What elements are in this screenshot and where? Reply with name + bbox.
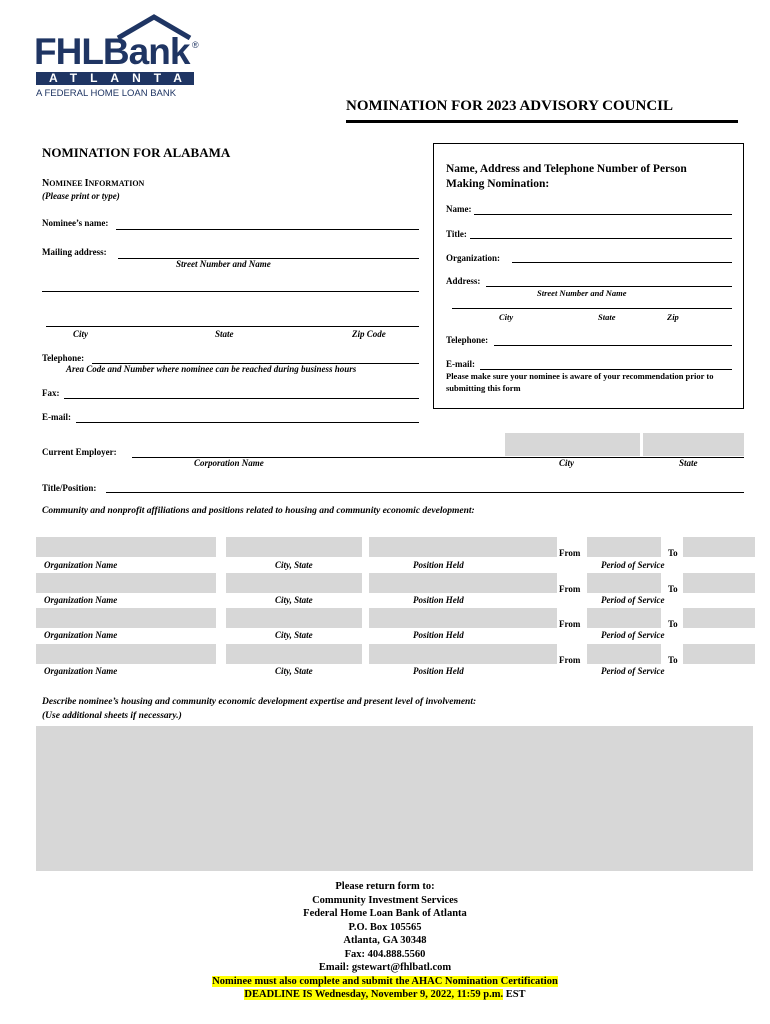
city-caption: City, State (275, 595, 313, 605)
employer-state-caption: State (679, 458, 698, 468)
return-line: Fax: 404.888.5560 (344, 948, 426, 960)
doc-title: NOMINATION FOR 2023 ADVISORY COUNCIL (346, 98, 673, 114)
employer-label: Current Employer: (42, 447, 117, 457)
mailing-citystatezip-field[interactable] (46, 326, 419, 327)
city-caption: City, State (275, 630, 313, 640)
position-input[interactable] (369, 573, 557, 593)
title-position-field[interactable] (106, 492, 744, 493)
mailing-line2-field[interactable] (42, 291, 419, 292)
title-position-label: Title/Position: (42, 483, 97, 493)
nominee-heading: NOMINEE INFORMATION (42, 178, 145, 189)
city-state-input[interactable] (226, 573, 362, 593)
org-name-input[interactable] (36, 537, 216, 557)
return-address (0, 880, 770, 1002)
nominator-title-label: Title: (446, 229, 467, 239)
from-input[interactable] (587, 608, 661, 628)
nominator-note: Please make sure your nominee is aware of your recommendation prior to submitting this form (446, 371, 714, 393)
nominator-organization-field[interactable] (512, 262, 732, 263)
org-caption: Organization Name (44, 595, 118, 605)
return-line: Please return form to: (335, 881, 435, 892)
certification-line (0, 975, 770, 989)
nominator-address-field[interactable] (486, 286, 732, 287)
state-caption: State (215, 329, 234, 339)
from-input[interactable] (587, 537, 661, 557)
from-label: From (559, 548, 581, 558)
nominee-name-field[interactable] (116, 229, 419, 230)
logo-brand: FHLBank (34, 31, 190, 72)
employer-state-input[interactable] (643, 433, 744, 456)
nominator-city-caption: City (499, 312, 514, 322)
org-caption: Organization Name (44, 630, 118, 640)
zip-caption: Zip Code (352, 329, 386, 339)
employer-city-input[interactable] (505, 433, 640, 456)
return-email: Email: gstewart@fhlbatl.com (318, 962, 452, 973)
nominator-name-field[interactable] (474, 214, 732, 215)
to-label: To (668, 655, 678, 665)
deadline-tail: EST (503, 989, 526, 1000)
period-caption: Period of Service (601, 560, 665, 570)
deadline-line (0, 988, 770, 1002)
org-caption: Organization Name (44, 560, 118, 570)
describe-prompt: Describe nominee’s housing and community economic development expertise and present level of involvement: (42, 697, 477, 707)
city-state-input[interactable] (226, 537, 362, 557)
employer-city-caption: City (559, 458, 574, 468)
logo-tagline: A FEDERAL HOME LOAN BANK (36, 88, 177, 99)
from-label: From (559, 619, 581, 629)
org-caption: Organization Name (44, 666, 118, 676)
return-line: P.O. Box 105565 (348, 921, 422, 933)
position-caption: Position Held (413, 666, 464, 676)
nominee-name-label: Nominee’s name: (42, 218, 109, 228)
telephone-caption: Area Code and Number where nominee can be reached during business hours (66, 364, 357, 374)
nominator-name-label: Name: (446, 204, 472, 214)
nominator-zip-caption: Zip (667, 312, 679, 322)
section-title: NOMINATION FOR ALABAMA (42, 145, 231, 160)
nominator-street-caption: Street Number and Name (537, 288, 627, 298)
city-caption: City (73, 329, 88, 339)
nominator-heading: Name, Address and Telephone Number of Person Making Nomination: (446, 163, 687, 190)
org-name-input[interactable] (36, 644, 216, 664)
position-input[interactable] (369, 537, 557, 557)
position-input[interactable] (369, 644, 557, 664)
street-caption: Street Number and Name (176, 259, 271, 269)
position-input[interactable] (369, 608, 557, 628)
period-caption: Period of Service (601, 630, 665, 640)
from-label: From (559, 584, 581, 594)
period-caption: Period of Service (601, 666, 665, 676)
fax-field[interactable] (64, 398, 419, 399)
position-caption: Position Held (413, 595, 464, 605)
email-label: E-mail: (42, 412, 71, 422)
deadline-highlight: DEADLINE IS Wednesday, November 9, 2022, 11:59 p.m. (244, 989, 504, 1000)
nominator-telephone-field[interactable] (494, 345, 732, 346)
to-input[interactable] (683, 537, 755, 557)
nominator-telephone-label: Telephone: (446, 335, 489, 345)
describe-note: (Use additional sheets if necessary.) (42, 711, 182, 721)
from-input[interactable] (587, 573, 661, 593)
fhlbank-logo (34, 14, 204, 100)
nominator-address-label: Address: (446, 276, 481, 286)
certification-highlight: Nominee must also complete and submit the AHAC Nomination Certification (212, 975, 558, 987)
fax-label: Fax: (42, 388, 60, 398)
email-field[interactable] (76, 422, 419, 423)
period-caption: Period of Service (601, 595, 665, 605)
city-state-input[interactable] (226, 608, 362, 628)
nominator-title-field[interactable] (470, 238, 732, 239)
nominator-organization-label: Organization: (446, 253, 500, 263)
position-caption: Position Held (413, 630, 464, 640)
to-label: To (668, 584, 678, 594)
from-input[interactable] (587, 644, 661, 664)
position-caption: Position Held (413, 560, 464, 570)
describe-textarea[interactable] (36, 726, 753, 871)
city-caption: City, State (275, 560, 313, 570)
org-name-input[interactable] (36, 573, 216, 593)
telephone-label: Telephone: (42, 353, 85, 363)
to-input[interactable] (683, 608, 755, 628)
nominator-state-caption: State (598, 312, 616, 322)
from-label: From (559, 655, 581, 665)
nominator-email-label: E-mail: (446, 359, 475, 369)
title-rule (346, 120, 738, 123)
to-label: To (668, 619, 678, 629)
org-name-input[interactable] (36, 608, 216, 628)
print-note: (Please print or type) (42, 191, 120, 201)
affiliations-heading: Community and nonprofit affiliations and positions related to housing and community economic development: (42, 506, 475, 516)
to-label: To (668, 548, 678, 558)
return-line: Atlanta, GA 30348 (343, 935, 427, 946)
return-line: Community Investment Services (312, 894, 458, 906)
city-state-input[interactable] (226, 644, 362, 664)
to-input[interactable] (683, 573, 755, 593)
nominator-citystatezip-field[interactable] (452, 308, 732, 309)
registered-mark: ® (192, 40, 199, 50)
corp-caption: Corporation Name (194, 458, 264, 468)
return-line: Federal Home Loan Bank of Atlanta (303, 908, 467, 919)
mailing-address-label: Mailing address: (42, 247, 107, 257)
to-input[interactable] (683, 644, 755, 664)
city-caption: City, State (275, 666, 313, 676)
logo-city: ATLANTA (49, 71, 195, 85)
